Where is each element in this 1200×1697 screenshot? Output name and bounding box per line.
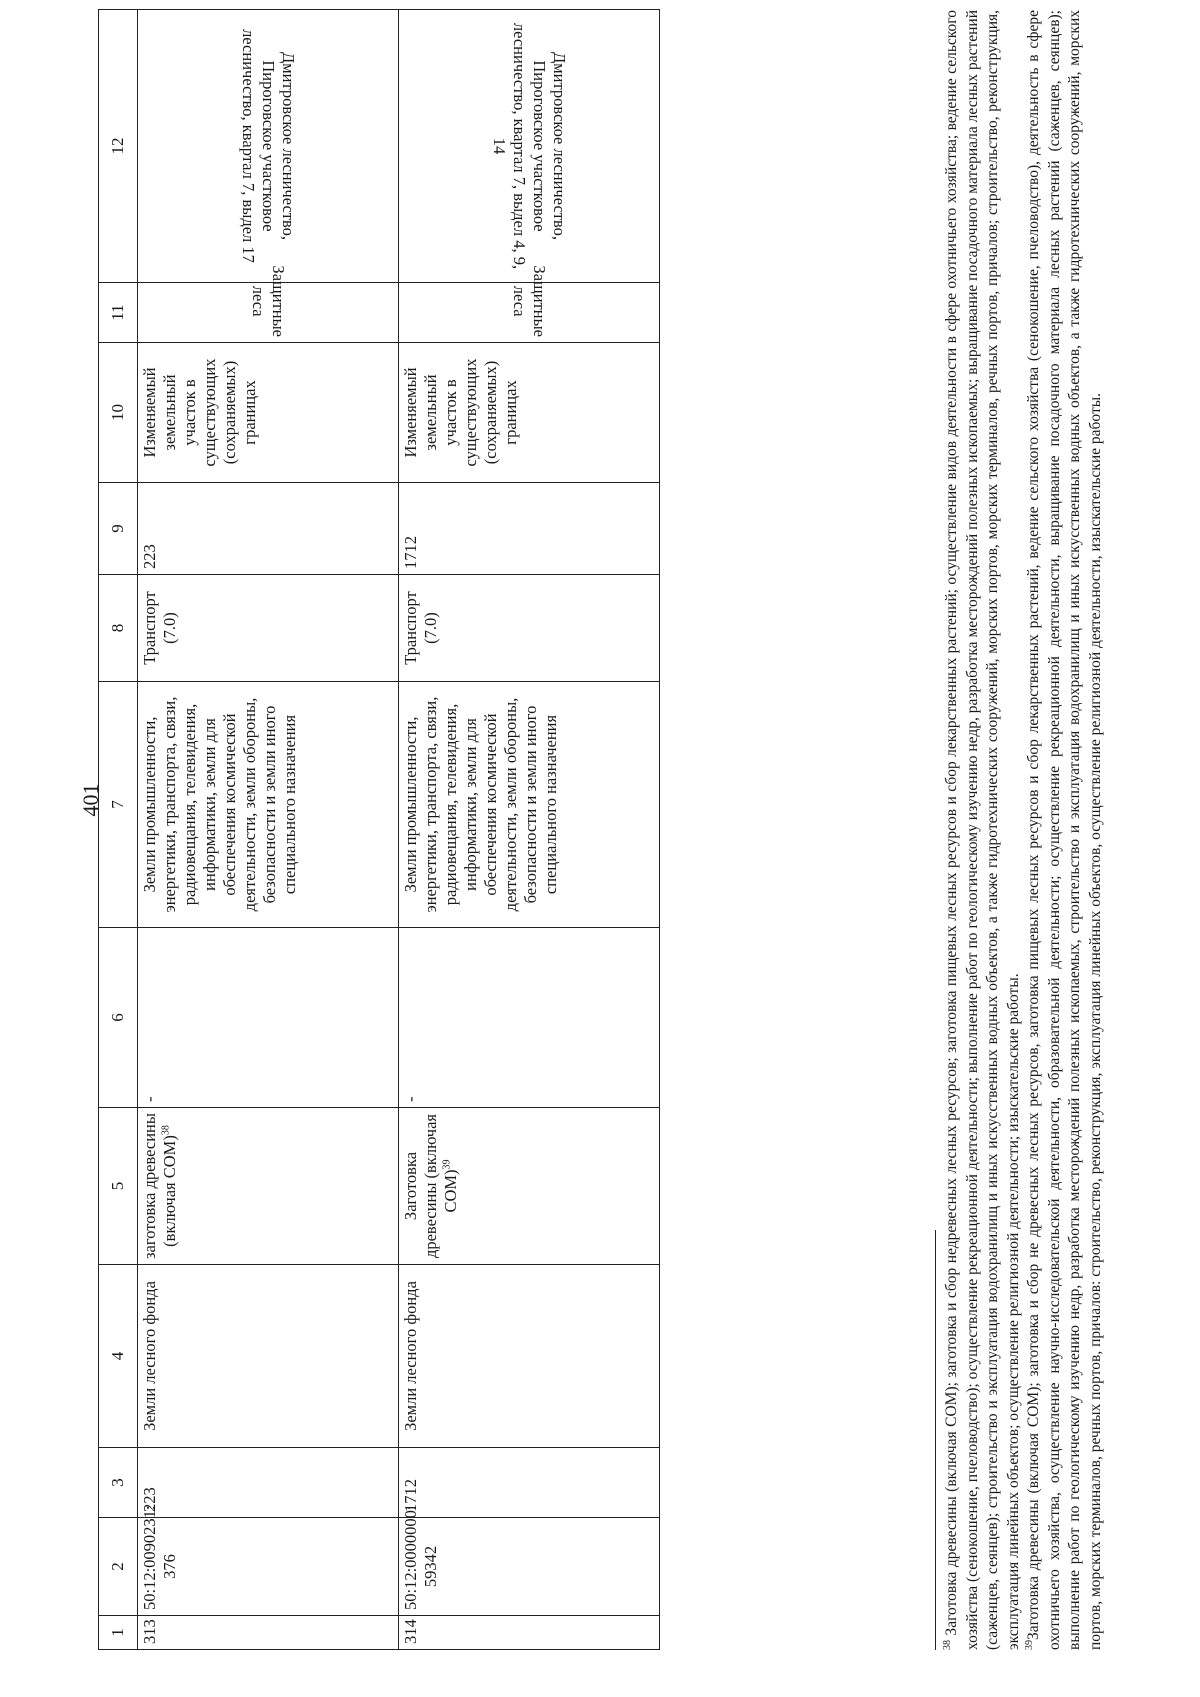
cadastral-number: 50:12:0000000: 59342 [399, 1518, 660, 1616]
column-number: 11 [99, 283, 138, 343]
plot-area: 223 [138, 1448, 399, 1518]
footnote [1024, 10, 1106, 1650]
new-land-category: Земли промышленности, энергетики, транспорта, связи, радиовещания, телевидения, информатики, земли для обеспечения космической деятельности, земли обороны, безопасности и земли иного специального назначения [399, 682, 660, 928]
footnote [942, 10, 1024, 1650]
footnote-ref: 39 [441, 1159, 453, 1170]
footnote-text: Заготовка древесины (включая СОМ); заготовка и сбор недревесных лесных ресурсов; заготовка пищевых лесных ресурсов и сбор лекарственных растений; осуществление видов деятельности в сфере охотничьего хозяйства; ведение сельского хозяйства (сенокошение, пчеловодство); осуществление рекреационной деятельности; выполнение работ по геологическому изучению недр, разработка месторождений полезных ископаемых; выращивание посадочного материала лесных растений (саженцев, сеянцев); строительство и эксплуатация водохранилищ и иных искусственных водных объектов, а также гидротехнических сооружений, морских портов, морских терминалов, речных портов, причалов; строительство, реконструкция, эксплуатация линейных объектов; осуществление религиозной деятельности; изыскательские работы. [943, 10, 1022, 1650]
column-number: 6 [99, 928, 138, 1108]
column-number: 7 [99, 682, 138, 928]
forest-location-text: Дмитровское лесничество, Пироговское участковое лесничество, квартал 7, выдел 4, 9, 14 [490, 22, 569, 270]
plot-status: Изменяемый земельный участок в существующих (сохраняемых) границах [138, 343, 399, 483]
rotated-page-content [80, 10, 1180, 1650]
forest-location [138, 10, 399, 283]
permitted-use-text: заготовка древесины (включая СОМ) [140, 1113, 179, 1259]
land-category: Земли лесного фонда [138, 1265, 399, 1448]
plot-area: 1712 [399, 1448, 660, 1518]
permitted-use-text: Заготовка древесины (включая СОМ) [401, 1113, 460, 1259]
forest-type [399, 265, 660, 343]
row-number: 313 [138, 1616, 399, 1650]
column-number: 2 [99, 1518, 138, 1616]
footnote-mark: 39 [1023, 1640, 1035, 1650]
new-permitted-use: Транспорт (7.0) [399, 575, 660, 682]
column-number: 12 [99, 10, 138, 283]
cadastral-number: 50:12:0090231: 376 [138, 1518, 399, 1616]
table-row [399, 10, 660, 1650]
forest-type-text: Защитные леса [510, 265, 549, 337]
footnote-mark: 38 [941, 1640, 953, 1650]
plot-status: Изменяемый земельный участок в существующих (сохраняемых) границах [399, 343, 660, 483]
table-row [138, 10, 399, 1650]
column-6-value: - [399, 928, 660, 1108]
column-number: 8 [99, 575, 138, 682]
page-number: 401 [78, 783, 103, 817]
forest-type-text: Защитные леса [249, 265, 288, 337]
column-number: 10 [99, 343, 138, 483]
column-number: 3 [99, 1448, 138, 1518]
footnotes-section [935, 10, 1106, 1650]
footnote-divider [935, 1230, 936, 1650]
column-6-value: - [138, 928, 399, 1108]
column-number: 1 [99, 1616, 138, 1650]
row-number: 314 [399, 1616, 660, 1650]
permitted-use [138, 1108, 399, 1265]
forest-location [399, 10, 660, 283]
land-plots-table [98, 9, 660, 1650]
permitted-use [399, 1108, 660, 1265]
column-number: 4 [99, 1265, 138, 1448]
column-number: 9 [99, 483, 138, 575]
column-number: 5 [99, 1108, 138, 1265]
footnote-ref: 38 [160, 1125, 172, 1136]
new-area: 1712 [399, 483, 660, 575]
new-land-category: Земли промышленности, энергетики, транспорта, связи, радиовещания, телевидения, информатики, земли для обеспечения космической деятельности, земли обороны, безопасности и земли иного специального назначения [138, 682, 399, 928]
column-number-row [99, 10, 138, 1650]
forest-type [138, 265, 399, 343]
new-permitted-use: Транспорт (7.0) [138, 575, 399, 682]
new-area: 223 [138, 483, 399, 575]
land-category: Земли лесного фонда [399, 1265, 660, 1448]
footnote-text: Заготовка древесины (включая СОМ); заготовка и сбор не древесных лесных ресурсов, заготовка пищевых лесных ресурсов и сбор лекарственных растений, ведение сельского хозяйства (сенокошение, пчеловодство), деятельность в сфере охотничьего хозяйства, осуществление научно-исследовательской деятельности, образовательной деятельности; осуществление рекреационной деятельности, выращивание посадочного материала лесных растений (саженцев, сеянцев); выполнение работ по геологическому изучению недр, разработка месторождений полезных ископаемых, строительство и эксплуатация водохранилищ и иных искусственных водных объектов, а также гидротехнических сооружений, морских портов, морских терминалов, речных портов, причалов: строительство, реконструкция, эксплуатация линейных объектов, осуществление религиозной деятельности, изыскательские работы. [1025, 10, 1104, 1650]
forest-location-text: Дмитровское лесничество, Пироговское участковое лесничество, квартал 7, выдел 17 [239, 29, 298, 263]
